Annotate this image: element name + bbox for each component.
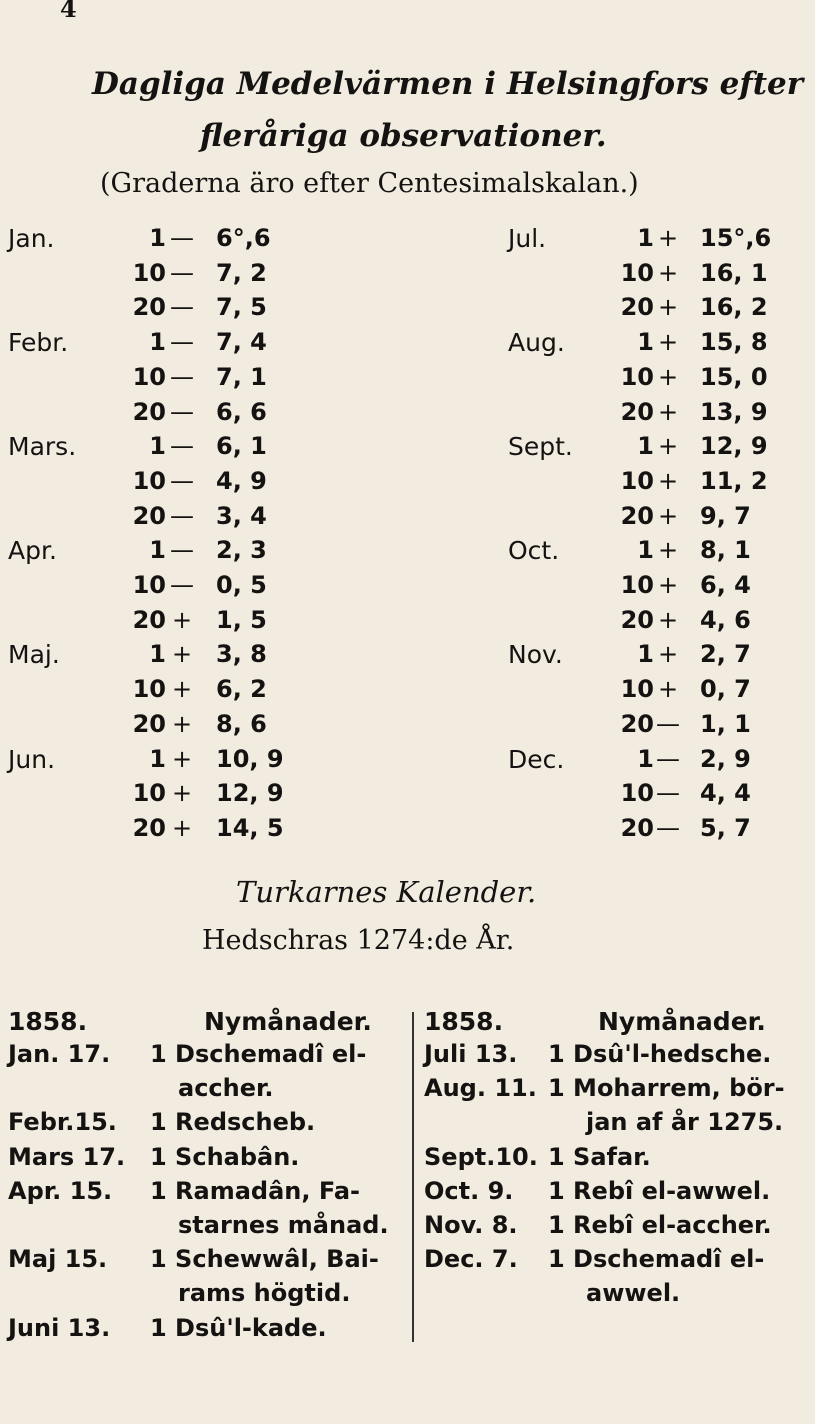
calendar-date: Jan. 17.: [8, 1040, 111, 1068]
temperature-value: 6°,6: [216, 224, 271, 252]
month-label: Oct.: [508, 536, 560, 565]
sign-symbol: —: [656, 710, 680, 738]
calendar-entry: 1 Dschemadî el-: [150, 1040, 367, 1068]
month-label: Febr.: [8, 328, 69, 357]
temperature-value: 15, 0: [700, 363, 768, 391]
calendar-title: Turkarnes Kalender.: [236, 875, 537, 909]
sign-symbol: +: [171, 606, 193, 634]
title-line-2: fleråriga observationer.: [200, 118, 607, 154]
subtitle: (Graderna äro efter Centesimalskalan.): [100, 168, 639, 199]
day-number: 1: [149, 224, 166, 252]
temperature-value: 15, 8: [700, 328, 768, 356]
temperature-value: 8, 6: [216, 710, 267, 738]
temperature-value: 3, 8: [216, 640, 267, 668]
sign-symbol: —: [170, 571, 194, 599]
calendar-entry: starnes månad.: [178, 1211, 389, 1239]
day-number: 1: [637, 640, 654, 668]
month-label: Jul.: [508, 224, 547, 253]
title-line-1: Dagliga Medelvärmen i Helsingfors efter: [92, 66, 804, 102]
day-number: 10: [132, 467, 166, 495]
calendar-header: Nymånader.: [204, 1007, 372, 1036]
day-number: 20: [620, 293, 654, 321]
calendar-date: Sept.10.: [424, 1143, 538, 1171]
temperature-value: 7, 1: [216, 363, 267, 391]
temperature-value: 7, 2: [216, 259, 267, 287]
calendar-year: 1858.: [424, 1007, 504, 1036]
calendar-entry: 1 Redscheb.: [150, 1108, 316, 1136]
temperature-value: 12, 9: [700, 432, 768, 460]
sign-symbol: —: [170, 432, 194, 460]
day-number: 1: [637, 745, 654, 773]
month-label: Aug.: [508, 328, 565, 357]
calendar-year: 1858.: [8, 1007, 88, 1036]
temperature-value: 9, 7: [700, 502, 751, 530]
calendar-date: Dec. 7.: [424, 1245, 518, 1273]
day-number: 10: [132, 363, 166, 391]
temperature-value: 5, 7: [700, 814, 751, 842]
temperature-value: 12, 9: [216, 779, 284, 807]
sign-symbol: —: [656, 745, 680, 773]
temperature-value: 16, 2: [700, 293, 768, 321]
sign-symbol: —: [170, 467, 194, 495]
calendar-entry: 1 Safar.: [548, 1143, 651, 1171]
sign-symbol: —: [170, 363, 194, 391]
calendar-date: Oct. 9.: [424, 1177, 514, 1205]
day-number: 10: [620, 571, 654, 599]
temperature-value: 6, 2: [216, 675, 267, 703]
day-number: 10: [620, 675, 654, 703]
calendar-date: Aug. 11.: [424, 1074, 537, 1102]
sign-symbol: +: [657, 606, 679, 634]
calendar-entry: 1 Moharrem, bör-: [548, 1074, 785, 1102]
calendar-header: Nymånader.: [598, 1007, 766, 1036]
day-number: 1: [637, 328, 654, 356]
sign-symbol: —: [170, 502, 194, 530]
temperature-value: 4, 6: [700, 606, 751, 634]
sign-symbol: +: [657, 467, 679, 495]
calendar-entry: 1 Schewwâl, Bai-: [150, 1245, 379, 1273]
calendar-date: Maj 15.: [8, 1245, 108, 1273]
temperature-value: 3, 4: [216, 502, 267, 530]
day-number: 1: [637, 432, 654, 460]
calendar-entry: 1 Dsû'l-kade.: [150, 1314, 327, 1342]
day-number: 20: [132, 710, 166, 738]
sign-symbol: —: [656, 779, 680, 807]
sign-symbol: +: [657, 675, 679, 703]
temperature-value: 2, 9: [700, 745, 751, 773]
calendar-date: Mars 17.: [8, 1143, 126, 1171]
temperature-value: 0, 5: [216, 571, 267, 599]
sign-symbol: —: [170, 293, 194, 321]
month-label: Jun.: [8, 745, 56, 774]
calendar-date: Apr. 15.: [8, 1177, 113, 1205]
sign-symbol: +: [657, 536, 679, 564]
temperature-value: 6, 4: [700, 571, 751, 599]
temperature-value: 0, 7: [700, 675, 751, 703]
month-label: Jan.: [8, 224, 55, 253]
sign-symbol: +: [171, 640, 193, 668]
calendar-entry: 1 Schabân.: [150, 1143, 300, 1171]
month-label: Maj.: [8, 640, 60, 669]
calendar-entry: rams högtid.: [178, 1279, 351, 1307]
sign-symbol: +: [657, 363, 679, 391]
month-label: Nov.: [508, 640, 563, 669]
temperature-value: 4, 4: [700, 779, 751, 807]
day-number: 20: [620, 814, 654, 842]
day-number: 1: [637, 536, 654, 564]
temperature-value: 10, 9: [216, 745, 284, 773]
sign-symbol: —: [656, 814, 680, 842]
calendar-entry: 1 Dsû'l-hedsche.: [548, 1040, 772, 1068]
month-label: Sept.: [508, 432, 573, 461]
day-number: 10: [620, 259, 654, 287]
calendar-date: Febr.15.: [8, 1108, 117, 1136]
day-number: 10: [132, 779, 166, 807]
sign-symbol: +: [171, 814, 193, 842]
temperature-value: 7, 5: [216, 293, 267, 321]
day-number: 20: [620, 710, 654, 738]
day-number: 20: [620, 606, 654, 634]
sign-symbol: +: [657, 328, 679, 356]
sign-symbol: —: [170, 259, 194, 287]
temperature-value: 6, 6: [216, 398, 267, 426]
day-number: 10: [132, 571, 166, 599]
day-number: 20: [132, 293, 166, 321]
month-label: Mars.: [8, 432, 77, 461]
calendar-date: Juni 13.: [8, 1314, 111, 1342]
day-number: 10: [132, 259, 166, 287]
calendar-subtitle: Hedschras 1274:de År.: [202, 925, 515, 956]
calendar-entry: 1 Ramadân, Fa-: [150, 1177, 361, 1205]
month-label: Apr.: [8, 536, 57, 565]
day-number: 1: [149, 536, 166, 564]
day-number: 1: [637, 224, 654, 252]
calendar-entry: awwel.: [586, 1279, 681, 1307]
temperature-value: 14, 5: [216, 814, 284, 842]
sign-symbol: +: [171, 675, 193, 703]
sign-symbol: +: [657, 259, 679, 287]
sign-symbol: +: [657, 502, 679, 530]
column-divider: [412, 1012, 414, 1342]
day-number: 20: [132, 814, 166, 842]
day-number: 1: [149, 328, 166, 356]
sign-symbol: +: [657, 432, 679, 460]
day-number: 1: [149, 640, 166, 668]
temperature-value: 13, 9: [700, 398, 768, 426]
sign-symbol: +: [657, 640, 679, 668]
calendar-entry: jan af år 1275.: [586, 1108, 784, 1136]
day-number: 1: [149, 432, 166, 460]
day-number: 20: [620, 502, 654, 530]
temperature-value: 7, 4: [216, 328, 267, 356]
day-number: 1: [149, 745, 166, 773]
sign-symbol: —: [170, 328, 194, 356]
calendar-entry: 1 Dschemadî el-: [548, 1245, 765, 1273]
day-number: 20: [132, 606, 166, 634]
day-number: 20: [620, 398, 654, 426]
sign-symbol: +: [657, 293, 679, 321]
sign-symbol: —: [170, 224, 194, 252]
temperature-value: 1, 1: [700, 710, 751, 738]
day-number: 20: [132, 398, 166, 426]
temperature-value: 8, 1: [700, 536, 751, 564]
temperature-value: 15°,6: [700, 224, 772, 252]
calendar-entry: accher.: [178, 1074, 274, 1102]
day-number: 10: [132, 675, 166, 703]
sign-symbol: —: [170, 536, 194, 564]
sign-symbol: +: [171, 779, 193, 807]
day-number: 20: [132, 502, 166, 530]
temperature-value: 1, 5: [216, 606, 267, 634]
day-number: 10: [620, 363, 654, 391]
temperature-value: 4, 9: [216, 467, 267, 495]
page-number: 4: [60, 0, 77, 23]
sign-symbol: +: [657, 398, 679, 426]
calendar-date: Nov. 8.: [424, 1211, 518, 1239]
month-label: Dec.: [508, 745, 565, 774]
day-number: 10: [620, 779, 654, 807]
temperature-value: 2, 7: [700, 640, 751, 668]
sign-symbol: +: [657, 571, 679, 599]
calendar-date: Juli 13.: [424, 1040, 518, 1068]
sign-symbol: +: [171, 710, 193, 738]
day-number: 10: [620, 467, 654, 495]
temperature-value: 6, 1: [216, 432, 267, 460]
sign-symbol: +: [657, 224, 679, 252]
temperature-value: 2, 3: [216, 536, 267, 564]
calendar-entry: 1 Rebî el-accher.: [548, 1211, 772, 1239]
calendar-entry: 1 Rebî el-awwel.: [548, 1177, 771, 1205]
sign-symbol: +: [171, 745, 193, 773]
temperature-value: 11, 2: [700, 467, 768, 495]
temperature-value: 16, 1: [700, 259, 768, 287]
sign-symbol: —: [170, 398, 194, 426]
